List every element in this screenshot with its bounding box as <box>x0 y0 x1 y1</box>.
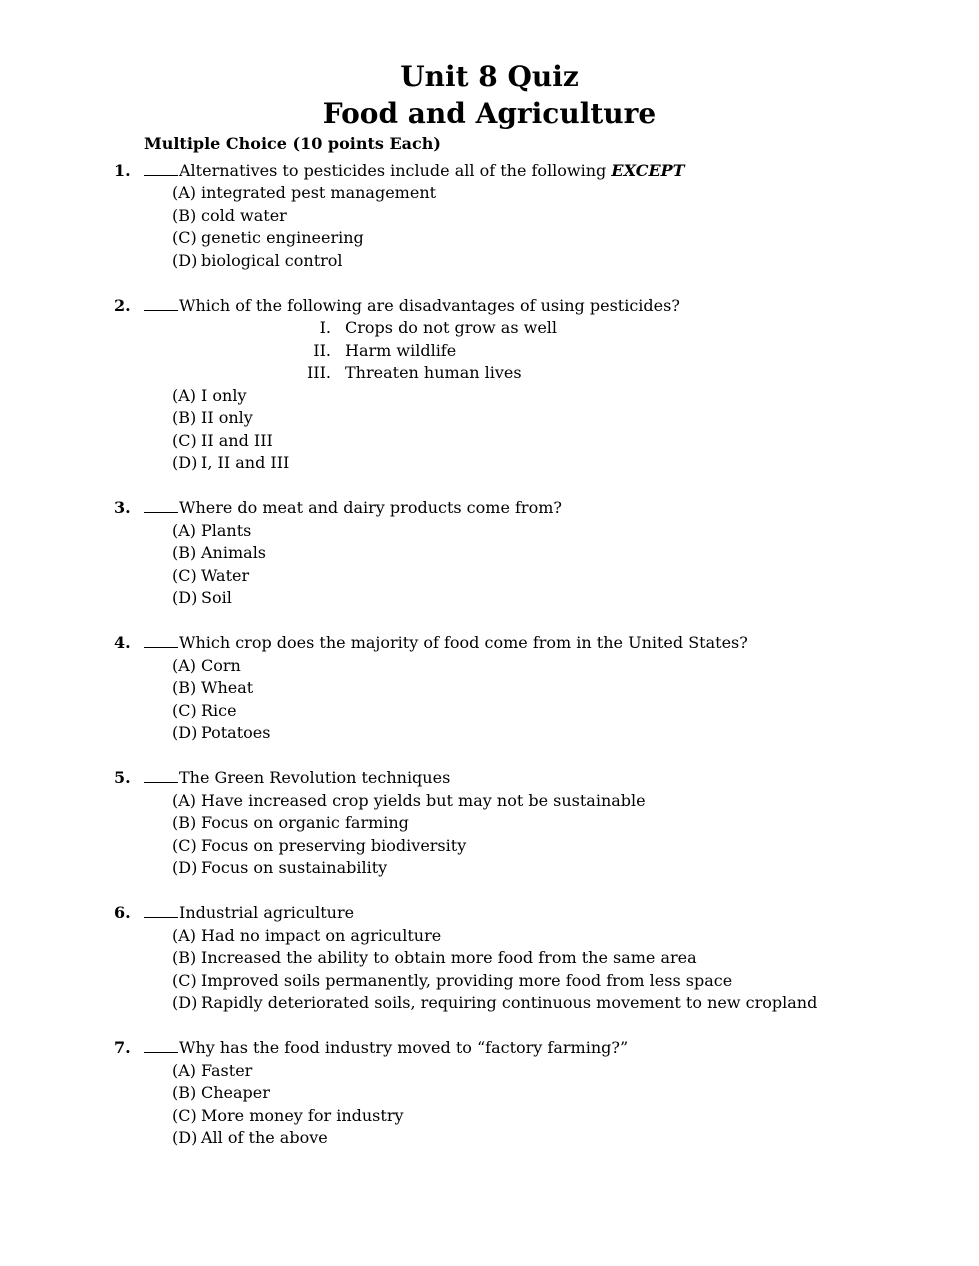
question-number: 4. <box>114 633 131 652</box>
statement-numeral: I. <box>319 318 331 337</box>
option-text: Rice <box>201 701 237 720</box>
question-prompt: Alternatives to pesticides include all of the following <box>179 161 612 180</box>
option-text: biological control <box>201 251 343 270</box>
option-letter: (B) <box>172 948 197 967</box>
page-title: Unit 8 Quiz <box>400 60 579 93</box>
question-text <box>144 632 748 654</box>
option-letter: (B) <box>172 1083 197 1102</box>
question-prompt: Where do meat and dairy products come from? <box>179 498 562 517</box>
question-number: 1. <box>114 161 131 180</box>
option-text: Potatoes <box>201 723 271 742</box>
question-text <box>144 497 562 519</box>
option-text: Wheat <box>201 678 254 697</box>
option-letter: (B) <box>172 408 197 427</box>
option-text: Faster <box>201 1061 253 1080</box>
option-letter: (C) <box>172 431 197 450</box>
option-letter: (B) <box>172 206 197 225</box>
option-letter: (A) <box>172 656 197 675</box>
option-letter: (D) <box>172 251 198 270</box>
option-text: Corn <box>201 656 241 675</box>
option-letter: (A) <box>172 1061 197 1080</box>
option-letter: (A) <box>172 926 197 945</box>
option-letter: (B) <box>172 678 197 697</box>
option-text: II only <box>201 408 253 427</box>
option-text: Have increased crop yields but may not be sustainable <box>201 791 646 810</box>
question-number: 7. <box>114 1038 131 1057</box>
question-number: 3. <box>114 498 131 517</box>
option-letter: (C) <box>172 971 197 990</box>
option-letter: (C) <box>172 228 197 247</box>
option-letter: (A) <box>172 386 197 405</box>
statement-numeral: III. <box>306 363 331 382</box>
question-number: 5. <box>114 768 131 787</box>
question-text <box>144 767 450 789</box>
option-letter: (A) <box>172 791 197 810</box>
option-text: cold water <box>201 206 287 225</box>
option-letter: (C) <box>172 836 197 855</box>
question-text <box>144 902 354 924</box>
option-letter: (B) <box>172 813 197 832</box>
option-text: Soil <box>201 588 232 607</box>
option-letter: (D) <box>172 588 198 607</box>
option-letter: (C) <box>172 566 197 585</box>
option-text: Focus on organic farming <box>201 813 409 832</box>
statement-text: Threaten human lives <box>345 363 522 382</box>
option-letter: (C) <box>172 1106 197 1125</box>
option-text: Animals <box>201 543 267 562</box>
option-text: Increased the ability to obtain more food from the same area <box>201 948 697 967</box>
option-text: I only <box>201 386 247 405</box>
option-text: genetic engineering <box>201 228 364 247</box>
option-text: Had no impact on agriculture <box>201 926 442 945</box>
question-text <box>144 295 680 317</box>
option-letter: (D) <box>172 1128 198 1147</box>
option-letter: (D) <box>172 993 198 1012</box>
option-text: All of the above <box>201 1128 328 1147</box>
option-letter: (A) <box>172 521 197 540</box>
option-text: Improved soils permanently, providing more food from less space <box>201 971 733 990</box>
option-letter: (B) <box>172 543 197 562</box>
answer-blank[interactable] <box>144 767 178 783</box>
option-letter: (A) <box>172 183 197 202</box>
option-text: Focus on preserving biodiversity <box>201 836 467 855</box>
statement-numeral: II. <box>313 341 331 360</box>
option-letter: (C) <box>172 701 197 720</box>
question-prompt: Industrial agriculture <box>179 903 355 922</box>
statement-text: Crops do not grow as well <box>345 318 558 337</box>
answer-blank[interactable] <box>144 1037 178 1053</box>
question-prompt: The Green Revolution techniques <box>179 768 451 787</box>
option-text: Rapidly deteriorated soils, requiring continuous movement to new cropland <box>201 993 818 1012</box>
option-text: integrated pest management <box>201 183 437 202</box>
answer-blank[interactable] <box>144 295 178 311</box>
page-subtitle: Food and Agriculture <box>322 97 657 130</box>
option-text: Water <box>201 566 250 585</box>
question-emphasis: EXCEPT <box>611 161 685 180</box>
option-letter: (D) <box>172 723 198 742</box>
option-letter: (D) <box>172 453 198 472</box>
option-text: I, II and III <box>201 453 290 472</box>
option-text: II and III <box>201 431 273 450</box>
option-letter: (D) <box>172 858 198 877</box>
question-text <box>144 1037 628 1059</box>
option-text: Focus on sustainability <box>201 858 388 877</box>
option-text: Plants <box>201 521 252 540</box>
answer-blank[interactable] <box>144 497 178 513</box>
question-text <box>144 160 685 182</box>
question-number: 2. <box>114 296 131 315</box>
option-text: Cheaper <box>201 1083 270 1102</box>
section-heading: Multiple Choice (10 points Each) <box>144 134 441 153</box>
question-prompt: Which of the following are disadvantages of using pesticides? <box>179 296 680 315</box>
question-prompt: Why has the food industry moved to “factory farming?” <box>179 1038 629 1057</box>
answer-blank[interactable] <box>144 160 178 176</box>
option-text: More money for industry <box>201 1106 404 1125</box>
answer-blank[interactable] <box>144 632 178 648</box>
statement-text: Harm wildlife <box>345 341 457 360</box>
answer-blank[interactable] <box>144 902 178 918</box>
question-number: 6. <box>114 903 131 922</box>
question-prompt: Which crop does the majority of food come from in the United States? <box>179 633 748 652</box>
